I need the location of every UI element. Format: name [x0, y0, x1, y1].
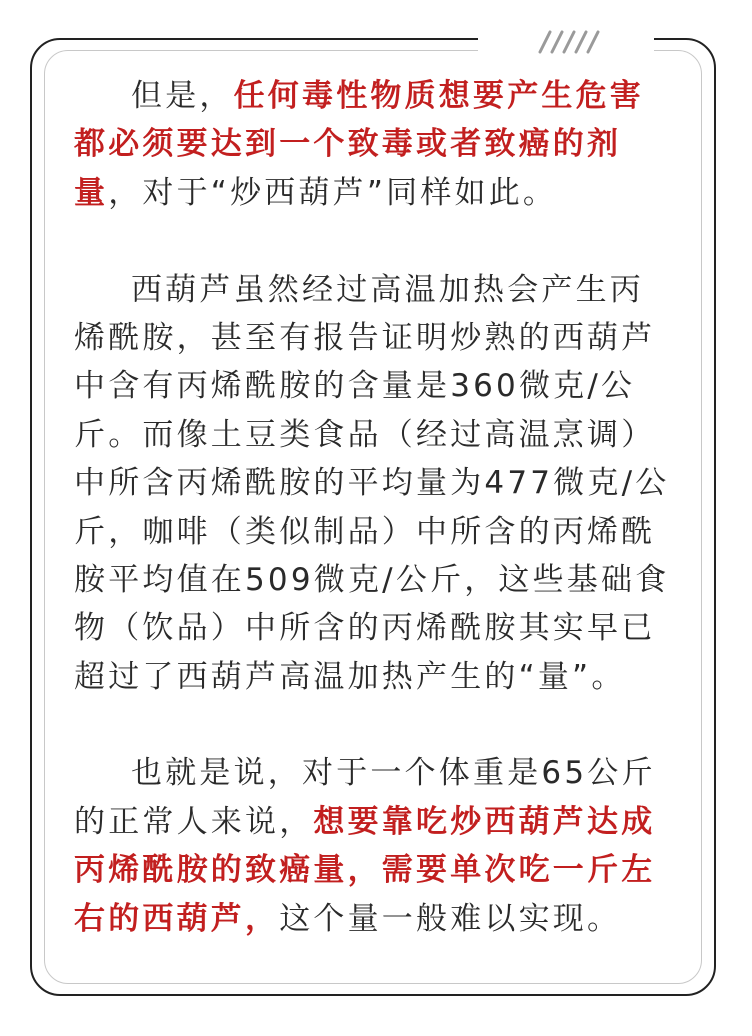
text-line: [74, 508, 678, 556]
text-line: [74, 653, 678, 701]
text-line: [74, 362, 678, 410]
body-text: 但是，: [131, 78, 234, 114]
highlighted-text: 想要靠吃炒西葫芦达成: [313, 803, 656, 840]
body-text: 这个量一般难以实现。: [279, 900, 622, 937]
paragraph-gap: [74, 217, 678, 265]
body-text: 物（饮品）中所含的丙烯酰胺其实早已: [74, 610, 656, 647]
body-text: 斤，咖啡（类似制品）中所含的丙烯酰: [74, 513, 656, 550]
text-line: [74, 556, 678, 604]
paragraph-gap: [74, 701, 678, 749]
slash-stripes-icon: [536, 28, 600, 54]
text-line: [74, 266, 678, 314]
text-line: [74, 72, 678, 120]
text-line: [74, 604, 678, 652]
text-line: [74, 411, 678, 459]
text-line: [74, 120, 678, 168]
highlighted-text: 丙烯酰胺的致癌量，需要单次吃一斤左: [74, 852, 656, 889]
body-text: 中所含丙烯酰胺的平均量为477微克/公: [74, 465, 670, 502]
highlighted-text: 右的西葫芦，: [74, 900, 280, 937]
text-line: [74, 895, 678, 943]
body-text: 的正常人来说，: [74, 803, 314, 840]
article-body: [74, 72, 678, 943]
body-text: 也就是说，对于一个体重是65公斤: [131, 755, 656, 792]
text-line: [74, 459, 678, 507]
highlighted-text: 任何毒性物质想要产生危害: [233, 78, 645, 114]
body-text: 胺平均值在509微克/公斤，这些基础食: [74, 561, 670, 598]
highlighted-text: 量: [74, 174, 109, 211]
body-text: 超过了西葫芦高温加热产生的“量”。: [74, 658, 626, 695]
body-text: 西葫芦虽然经过高温加热会产生丙: [131, 271, 644, 308]
text-line: [74, 749, 678, 797]
body-text: 斤。而像土豆类食品（经过高温烹调）: [74, 416, 656, 453]
body-text: 烯酰胺，甚至有报告证明炒熟的西葫芦: [74, 319, 656, 356]
text-line: [74, 169, 678, 217]
text-line: [74, 846, 678, 894]
body-text: 中含有丙烯酰胺的含量是360微克/公: [74, 368, 636, 405]
text-line: [74, 798, 678, 846]
text-line: [74, 314, 678, 362]
body-text: ，对于“炒西葫芦”同样如此。: [108, 174, 558, 211]
highlighted-text: 都必须要达到一个致毒或者致癌的剂: [74, 126, 622, 163]
